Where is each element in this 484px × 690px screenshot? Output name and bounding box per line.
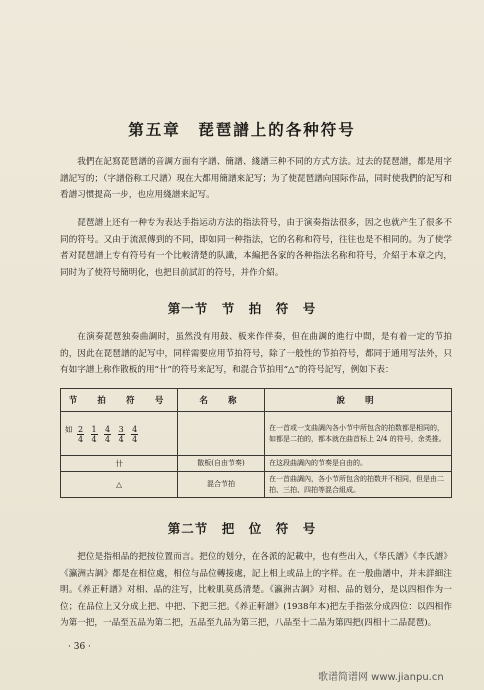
fraction: $\frac{2}{4}$ (78, 424, 84, 444)
symbol-prefix: 如 (65, 424, 73, 434)
meter-symbol-table (60, 388, 452, 498)
description-cell: 在这段曲調內的节奏是自由的。 (265, 456, 452, 472)
fraction: $\frac{4}{4}$ (105, 424, 111, 444)
chapter-title: 第五章 琵琶譜上的各种符号 (128, 120, 356, 139)
header-name: 名 称 (178, 389, 265, 412)
section-1-title: 第一节 节 拍 符 号 (167, 301, 317, 316)
watermark-text: 歌谱简谱网 www.jianpu.cn (318, 672, 444, 683)
description-line: 在一首或一支曲調內各小节中所包含的拍数都是相同的， (269, 423, 444, 432)
intro-paragraph-1: 我們在記寫琵琶譜的音調方面有字譜、簡譜、綫譜三种不同的方式方法。过去的琵琶譜，都是用字譜記写的；（字譜俗称工尺譜）現在大都用簡譜來記写；为了使琵琶譜向国际作品，同时使我們的記写和看譜习惯提高一步，也应用綫譜来記写。 (60, 157, 452, 200)
fraction: $\frac{4}{4}$ (132, 424, 138, 444)
name-cell: 散板(自由节奏) (178, 456, 265, 472)
table-row (61, 456, 452, 472)
symbol-cell: △ (61, 472, 178, 498)
symbol-cell: 卄 (61, 456, 178, 472)
header-symbol: 节 拍 符 号 (61, 389, 178, 412)
description-cell: 在一首曲調內，各小节所包含的拍数并不相同，但是由二拍、三拍、四拍等混合組成。 (265, 472, 452, 498)
name-cell: 混合节拍 (178, 472, 265, 498)
name-cell (178, 412, 265, 456)
section-1-paragraph: 在演奏琵琶独奏曲調时，虽然没有用鼓、板来作伴奏，但在曲調的進行中間，是有着一定的节拍的，因此在琵琶譜的記写中，同样需要应用节拍符号，除了一般性的节拍符号，都同于通用写法外，只有如字譜上称作散板的用“卄”的符号来記写，和混合节拍用“△”的符号記写，例如下表： (60, 332, 452, 375)
fraction: $\frac{1}{4}$ (91, 424, 97, 444)
header-description: 說 明 (265, 389, 452, 412)
symbol-cell (61, 412, 178, 456)
table-header-row (61, 389, 452, 412)
page-number: · 36 · (68, 642, 91, 652)
fraction: $\frac{3}{4}$ (118, 424, 124, 444)
description-cell (265, 412, 452, 456)
description-line: 如都是二拍的，都本就在曲首标上 2/4 的符号，余类推。 (269, 434, 446, 443)
section-2-title: 第二节 把 位 符 号 (167, 521, 317, 536)
table-row (61, 472, 452, 498)
section-2-paragraph: 把位是指相品的把按位置而言。把位的划分，在各派的記載中，也有些出入，《华氏譜》《李氏譜》《瀛洲古調》都是在相位處，相位与品位轉接處，記上相上或品上的字样。在一般曲譜中，并未詳細注明。《养正軒譜》对相、品的注写，比較肌莫爲清楚。《瀛洲古調》对相、品的划分，是以四相作为一位；在品位上又分成上把、中把、下把三把。《养正軒譜》(1938年本)把左手指弦分成四位：以四相作为第一把，一品至五品为第二把，五品至九品为第三把，八品至十二品为第四把(四相十二品琵琶)。 (60, 552, 452, 628)
table-row (61, 412, 452, 456)
intro-paragraph-2: 琵琶譜上还有一种专为表达手指运动方法的指法符号，由于演奏指法很多，因之也就产生了很多不同的符号。又由于流派傳到的不同，即如同一种指法，它的名称和符号，往往也是不相同的。为了使学者对琵琶譜上专有符号有一个比較清楚的队識，本編把各家的各种指法名称和符号，介紹于本章之内，同时为了使符号簡明化，也把目前試訂的符号，并作介紹。 (60, 218, 452, 278)
